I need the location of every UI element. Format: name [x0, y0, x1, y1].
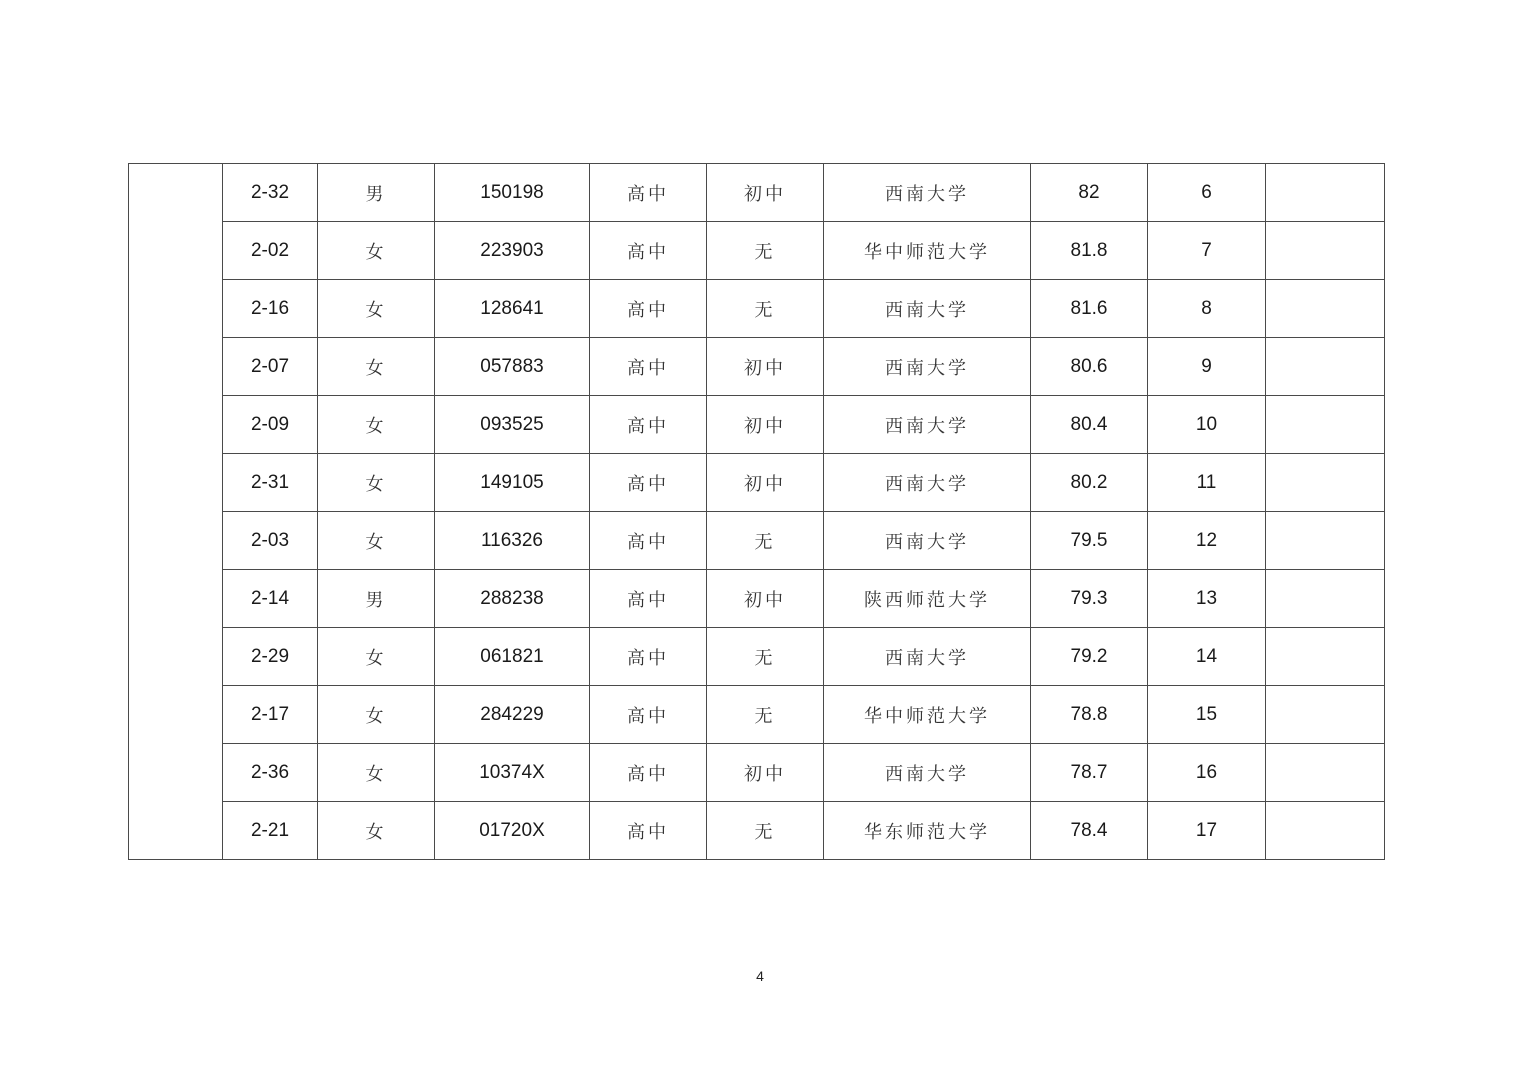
cell-score: 81.8	[1031, 222, 1148, 280]
cell-other-qualification: 初中	[707, 164, 824, 222]
cell-score: 80.4	[1031, 396, 1148, 454]
cell-id-code: 284229	[435, 686, 590, 744]
cell-candidate-id: 2-16	[223, 280, 318, 338]
cell-other-qualification: 初中	[707, 454, 824, 512]
table-row	[129, 222, 1385, 280]
cell-id-code: 10374X	[435, 744, 590, 802]
cell-gender: 女	[318, 744, 435, 802]
cell-rank: 15	[1148, 686, 1266, 744]
cell-score: 82	[1031, 164, 1148, 222]
cell-other-qualification: 无	[707, 222, 824, 280]
cell-graduate-school: 西南大学	[824, 396, 1031, 454]
cell-gender: 女	[318, 802, 435, 860]
cell-gender: 女	[318, 338, 435, 396]
cell-candidate-id: 2-03	[223, 512, 318, 570]
cell-graduate-school: 西南大学	[824, 628, 1031, 686]
cell-note	[1266, 686, 1385, 744]
cell-graduate-school: 陕西师范大学	[824, 570, 1031, 628]
cell-note	[1266, 222, 1385, 280]
cell-score: 78.7	[1031, 744, 1148, 802]
cell-gender: 男	[318, 570, 435, 628]
cell-group-merged	[129, 164, 223, 860]
table-row	[129, 628, 1385, 686]
cell-candidate-id: 2-36	[223, 744, 318, 802]
cell-applied-level: 高中	[590, 222, 707, 280]
cell-rank: 9	[1148, 338, 1266, 396]
cell-other-qualification: 无	[707, 512, 824, 570]
cell-candidate-id: 2-07	[223, 338, 318, 396]
cell-candidate-id: 2-02	[223, 222, 318, 280]
cell-rank: 6	[1148, 164, 1266, 222]
cell-note	[1266, 802, 1385, 860]
cell-candidate-id: 2-14	[223, 570, 318, 628]
table-row	[129, 454, 1385, 512]
cell-score: 78.4	[1031, 802, 1148, 860]
cell-applied-level: 高中	[590, 686, 707, 744]
cell-other-qualification: 初中	[707, 744, 824, 802]
cell-candidate-id: 2-31	[223, 454, 318, 512]
cell-graduate-school: 西南大学	[824, 164, 1031, 222]
page-number: 4	[756, 968, 764, 984]
table-row	[129, 164, 1385, 222]
cell-candidate-id: 2-09	[223, 396, 318, 454]
cell-other-qualification: 初中	[707, 396, 824, 454]
cell-rank: 12	[1148, 512, 1266, 570]
cell-rank: 11	[1148, 454, 1266, 512]
cell-graduate-school: 西南大学	[824, 280, 1031, 338]
table-row	[129, 686, 1385, 744]
cell-id-code: 093525	[435, 396, 590, 454]
cell-gender: 女	[318, 512, 435, 570]
cell-rank: 10	[1148, 396, 1266, 454]
table-row	[129, 396, 1385, 454]
table-body	[129, 164, 1385, 860]
cell-rank: 8	[1148, 280, 1266, 338]
cell-applied-level: 高中	[590, 512, 707, 570]
cell-rank: 17	[1148, 802, 1266, 860]
cell-note	[1266, 570, 1385, 628]
cell-note	[1266, 454, 1385, 512]
cell-candidate-id: 2-32	[223, 164, 318, 222]
cell-other-qualification: 无	[707, 280, 824, 338]
cell-score: 79.5	[1031, 512, 1148, 570]
cell-id-code: 116326	[435, 512, 590, 570]
cell-score: 79.3	[1031, 570, 1148, 628]
cell-graduate-school: 西南大学	[824, 512, 1031, 570]
cell-rank: 16	[1148, 744, 1266, 802]
cell-other-qualification: 无	[707, 628, 824, 686]
cell-gender: 女	[318, 628, 435, 686]
cell-id-code: 149105	[435, 454, 590, 512]
cell-graduate-school: 西南大学	[824, 454, 1031, 512]
cell-applied-level: 高中	[590, 802, 707, 860]
cell-other-qualification: 无	[707, 802, 824, 860]
cell-id-code: 288238	[435, 570, 590, 628]
cell-gender: 女	[318, 222, 435, 280]
cell-candidate-id: 2-17	[223, 686, 318, 744]
candidate-score-table	[128, 163, 1385, 860]
cell-gender: 女	[318, 280, 435, 338]
cell-rank: 14	[1148, 628, 1266, 686]
cell-other-qualification: 初中	[707, 338, 824, 396]
cell-applied-level: 高中	[590, 164, 707, 222]
cell-candidate-id: 2-29	[223, 628, 318, 686]
table-row	[129, 744, 1385, 802]
cell-gender: 女	[318, 396, 435, 454]
cell-id-code: 061821	[435, 628, 590, 686]
cell-graduate-school: 华中师范大学	[824, 686, 1031, 744]
table-row	[129, 802, 1385, 860]
cell-rank: 7	[1148, 222, 1266, 280]
table-row	[129, 512, 1385, 570]
cell-score: 81.6	[1031, 280, 1148, 338]
cell-id-code: 150198	[435, 164, 590, 222]
table-row	[129, 338, 1385, 396]
cell-applied-level: 高中	[590, 570, 707, 628]
cell-id-code: 223903	[435, 222, 590, 280]
cell-score: 80.2	[1031, 454, 1148, 512]
cell-other-qualification: 无	[707, 686, 824, 744]
cell-applied-level: 高中	[590, 744, 707, 802]
cell-graduate-school: 华中师范大学	[824, 222, 1031, 280]
cell-id-code: 057883	[435, 338, 590, 396]
cell-graduate-school: 西南大学	[824, 744, 1031, 802]
cell-note	[1266, 338, 1385, 396]
cell-note	[1266, 280, 1385, 338]
table-row	[129, 280, 1385, 338]
cell-note	[1266, 164, 1385, 222]
cell-graduate-school: 西南大学	[824, 338, 1031, 396]
cell-note	[1266, 744, 1385, 802]
cell-applied-level: 高中	[590, 280, 707, 338]
cell-gender: 女	[318, 454, 435, 512]
cell-candidate-id: 2-21	[223, 802, 318, 860]
cell-id-code: 128641	[435, 280, 590, 338]
table-row	[129, 570, 1385, 628]
cell-score: 79.2	[1031, 628, 1148, 686]
cell-applied-level: 高中	[590, 338, 707, 396]
cell-score: 80.6	[1031, 338, 1148, 396]
cell-id-code: 01720X	[435, 802, 590, 860]
cell-score: 78.8	[1031, 686, 1148, 744]
cell-note	[1266, 628, 1385, 686]
cell-applied-level: 高中	[590, 396, 707, 454]
cell-applied-level: 高中	[590, 454, 707, 512]
cell-applied-level: 高中	[590, 628, 707, 686]
cell-gender: 女	[318, 686, 435, 744]
cell-gender: 男	[318, 164, 435, 222]
cell-rank: 13	[1148, 570, 1266, 628]
cell-note	[1266, 396, 1385, 454]
cell-graduate-school: 华东师范大学	[824, 802, 1031, 860]
cell-other-qualification: 初中	[707, 570, 824, 628]
cell-note	[1266, 512, 1385, 570]
